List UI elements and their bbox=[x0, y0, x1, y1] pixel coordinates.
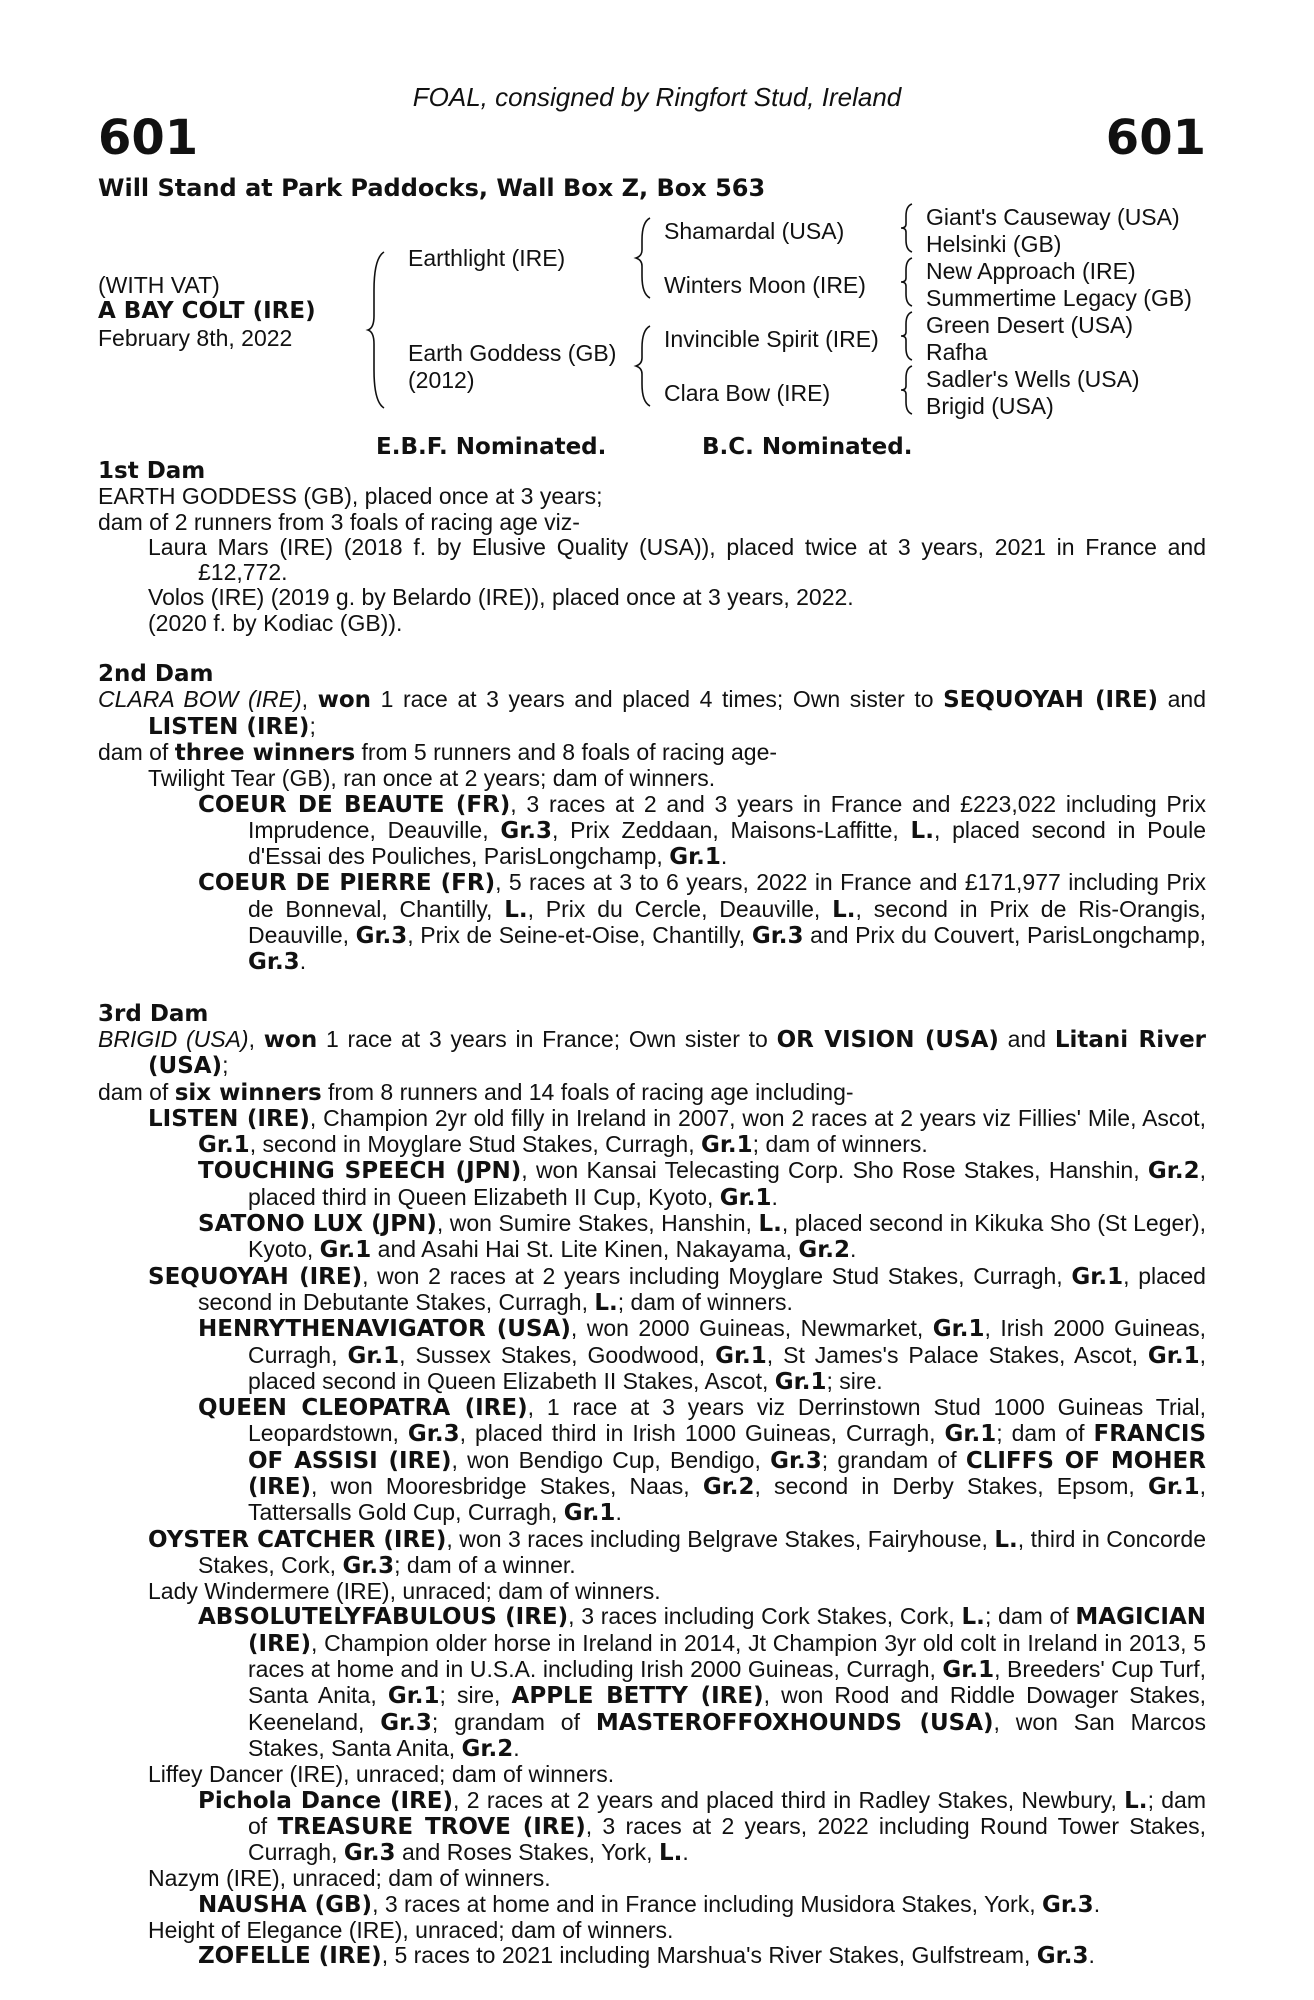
produce-liffey-dancer: Liffey Dancer (IRE), unraced; dam of winners. bbox=[148, 1761, 615, 1788]
produce-coeur-de-beaute: COEUR DE BEAUTE (FR), 3 races at 2 and 3 years in France and £223,022 including Prix Imprudence, Deauville, Gr.3, Prix Zeddaan, Maisons-Laffitte, L., placed second in Poule d'Essai des Pouliches, ParisLongchamp, Gr.1. bbox=[198, 790, 1207, 871]
second-dam-summary: dam of three winners from 5 runners and 8 foals of racing age- bbox=[98, 738, 778, 766]
produce-height-of-elegance: Height of Elegance (IRE), unraced; dam of winners. bbox=[148, 1917, 674, 1944]
produce-2020-filly: (2020 f. by Kodiac (GB)). bbox=[148, 609, 403, 636]
produce-lady-windermere: Lady Windermere (IRE), unraced; dam of winners. bbox=[148, 1578, 661, 1605]
pedigree-dam-year: (2012) bbox=[408, 367, 475, 393]
produce-nazym: Nazym (IRE), unraced; dam of winners. bbox=[148, 1865, 551, 1892]
produce-henrythenavigator: HENRYTHENAVIGATOR (USA), won 2000 Guineas, Newmarket, Gr.1, Irish 2000 Guineas, Curragh, Gr.1, Sussex Stakes, Goodwood, Gr.1, St James's Palace Stakes, Ascot, Gr.1, placed second in Queen Elizabeth II Stakes, Ascot, Gr.1; sire. bbox=[198, 1315, 1207, 1395]
produce-coeur-de-pierre: COEUR DE PIERRE (FR), 5 races at 3 to 6 years, 2022 in France and £171,977 including Prix de Bonneval, Chantilly, L., Prix du Cercle, Deauville, L., second in Prix de Ris-Orangis, Deauville, Gr.3, Prix de Seine-et-Oise, Chantilly, Gr.3 and Prix du Couvert, ParisLongchamp, Gr.3. bbox=[198, 869, 1207, 976]
pedigree-g4-5: Green Desert (USA) bbox=[926, 312, 1134, 338]
produce-satono-lux: SATONO LUX (JPN), won Sumire Stakes, Hanshin, L., placed second in Kikuka Sho (St Leger), Kyoto, Gr.1 and Asahi Hai St. Lite Kinen, Nakayama, Gr.2. bbox=[198, 1210, 1207, 1264]
pedigree-bracket-sire bbox=[636, 216, 656, 300]
pedigree-sire: Earthlight (IRE) bbox=[408, 245, 566, 271]
pedigree-dam: Earth Goddess (GB) bbox=[408, 340, 617, 366]
pedigree-dam-sire: Invincible Spirit (IRE) bbox=[664, 326, 879, 352]
produce-touching-speech: TOUCHING SPEECH (JPN), won Kansai Telecasting Corp. Sho Rose Stakes, Hanshin, Gr.2, placed third in Queen Elizabeth II Cup, Kyoto, Gr.1. bbox=[198, 1157, 1206, 1211]
pedigree-dam-dam: Clara Bow (IRE) bbox=[664, 380, 831, 406]
consignor-line: FOAL, consigned by Ringfort Stud, Ireland bbox=[412, 82, 902, 112]
pedigree-bracket-g4-2 bbox=[900, 256, 916, 308]
bc-nominated: B.C. Nominated. bbox=[702, 434, 913, 460]
catalogue-body bbox=[98, 458, 1206, 1970]
vat-note: (WITH VAT) bbox=[98, 272, 220, 298]
produce-twilight-tear: Twilight Tear (GB), ran once at 2 years; dam of winners. bbox=[148, 765, 716, 792]
pedigree-g4-4: Summertime Legacy (GB) bbox=[926, 285, 1192, 311]
produce-pichola-dance: Pichola Dance (IRE), 2 races at 2 years and placed third in Radley Stakes, Newbury, L.; dam of TREASURE TROVE (IRE), 3 races at 2 years, 2022 including Round Tower Stakes, Curragh, Gr.3 and Roses Stakes, York, L.. bbox=[198, 1786, 1206, 1867]
first-dam-summary: dam of 2 runners from 3 foals of racing age viz- bbox=[98, 508, 580, 535]
pedigree-bracket-dam bbox=[636, 324, 656, 408]
produce-zofelle: ZOFELLE (IRE), 5 races to 2021 including Marshua's River Stakes, Gulfstream, Gr.3. bbox=[198, 1942, 1095, 1970]
pedigree-g4-2: Helsinki (GB) bbox=[926, 231, 1062, 257]
lot-number-right: 601 bbox=[1105, 110, 1206, 166]
pedigree-bracket-g4-3 bbox=[900, 310, 916, 362]
lot-number-left: 601 bbox=[98, 110, 199, 166]
produce-oyster-catcher: OYSTER CATCHER (IRE), won 3 races including Belgrave Stakes, Fairyhouse, L., third in Concorde Stakes, Cork, Gr.3; dam of a winner. bbox=[148, 1525, 1207, 1579]
produce-laura-mars: Laura Mars (IRE) (2018 f. by Elusive Quality (USA)), placed twice at 3 years, 2021 in France and £12,772. bbox=[148, 533, 1206, 586]
ebf-nominated: E.B.F. Nominated. bbox=[376, 434, 607, 460]
pedigree-bracket-main bbox=[370, 250, 390, 410]
pedigree-g4-3: New Approach (IRE) bbox=[926, 258, 1136, 284]
produce-absolutelyfabulous: ABSOLUTELYFABULOUS (IRE), 3 races including Cork Stakes, Cork, L.; dam of MAGICIAN (IRE), Champion older horse in Ireland in 2014, Jt Champion 3yr old colt in Ireland in 2013, 5 races at home and in U.S.A. including Irish 2000 Guineas, Curragh, Gr.1, Breeders' Cup Turf, Santa Anita, Gr.1; sire, APPLE BETTY (IRE), won Rood and Riddle Dowager Stakes, Keeneland, Gr.3; grandam of MASTEROFFOXHOUNDS (USA), won San Marcos Stakes, Santa Anita, Gr.2. bbox=[198, 1603, 1207, 1762]
produce-volos: Volos (IRE) (2019 g. by Belardo (IRE)), placed once at 3 years, 2022. bbox=[148, 584, 854, 611]
produce-sequoyah: SEQUOYAH (IRE), won 2 races at 2 years including Moyglare Stud Stakes, Curragh, Gr.1, placed second in Debutante Stakes, Curragh, L.; dam of winners. bbox=[148, 1262, 1206, 1316]
foaling-date: February 8th, 2022 bbox=[98, 325, 293, 351]
pedigree-sire-sire: Shamardal (USA) bbox=[664, 218, 845, 244]
third-dam-heading: 3rd Dam bbox=[98, 1000, 209, 1027]
pedigree-g4-7: Sadler's Wells (USA) bbox=[926, 366, 1140, 392]
second-dam-line: CLARA BOW (IRE), won 1 race at 3 years and placed 4 times; Own sister to SEQUOYAH (IRE) and LISTEN (IRE); bbox=[98, 686, 1207, 740]
produce-listen: LISTEN (IRE), Champion 2yr old filly in Ireland in 2007, won 2 races at 2 years viz Fillies' Mile, Ascot, Gr.1, second in Moyglare Stud Stakes, Curragh, Gr.1; dam of winners. bbox=[148, 1104, 1206, 1159]
horse-name: A BAY COLT (IRE) bbox=[98, 298, 316, 324]
produce-nausha: NAUSHA (GB), 3 races at home and in France including Musidora Stakes, York, Gr.3. bbox=[198, 1890, 1101, 1918]
pedigree-g4-6: Rafha bbox=[926, 339, 988, 365]
pedigree-g4-1: Giant's Causeway (USA) bbox=[926, 204, 1180, 230]
third-dam-line: BRIGID (USA), won 1 race at 3 years in France; Own sister to OR VISION (USA) and Litani River (USA); bbox=[98, 1025, 1207, 1080]
first-dam-heading: 1st Dam bbox=[98, 458, 206, 484]
pedigree-bracket-g4-1 bbox=[900, 202, 916, 254]
third-dam-summary: dam of six winners from 8 runners and 14 foals of racing age including- bbox=[98, 1078, 854, 1106]
pedigree-sire-dam: Winters Moon (IRE) bbox=[664, 272, 866, 298]
second-dam-heading: 2nd Dam bbox=[98, 661, 214, 688]
pedigree-bracket-g4-4 bbox=[900, 364, 916, 416]
produce-queen-cleopatra: QUEEN CLEOPATRA (IRE), 1 race at 3 years viz Derrinstown Stud 1000 Guineas Trial, Leopardstown, Gr.3, placed third in Irish 1000 Guineas, Curragh, Gr.1; dam of FRANCIS OF ASSISI (IRE), won Bendigo Cup, Bendigo, Gr.3; grandam of CLIFFS OF MOHER (IRE), won Mooresbridge Stakes, Naas, Gr.2, second in Derby Stakes, Epsom, Gr.1, Tattersalls Gold Cup, Curragh, Gr.1. bbox=[198, 1394, 1207, 1527]
pedigree-g4-8: Brigid (USA) bbox=[926, 393, 1054, 419]
first-dam-line: EARTH GODDESS (GB), placed once at 3 years; bbox=[98, 483, 603, 510]
stand-location: Will Stand at Park Paddocks, Wall Box Z, Box 563 bbox=[98, 174, 766, 202]
